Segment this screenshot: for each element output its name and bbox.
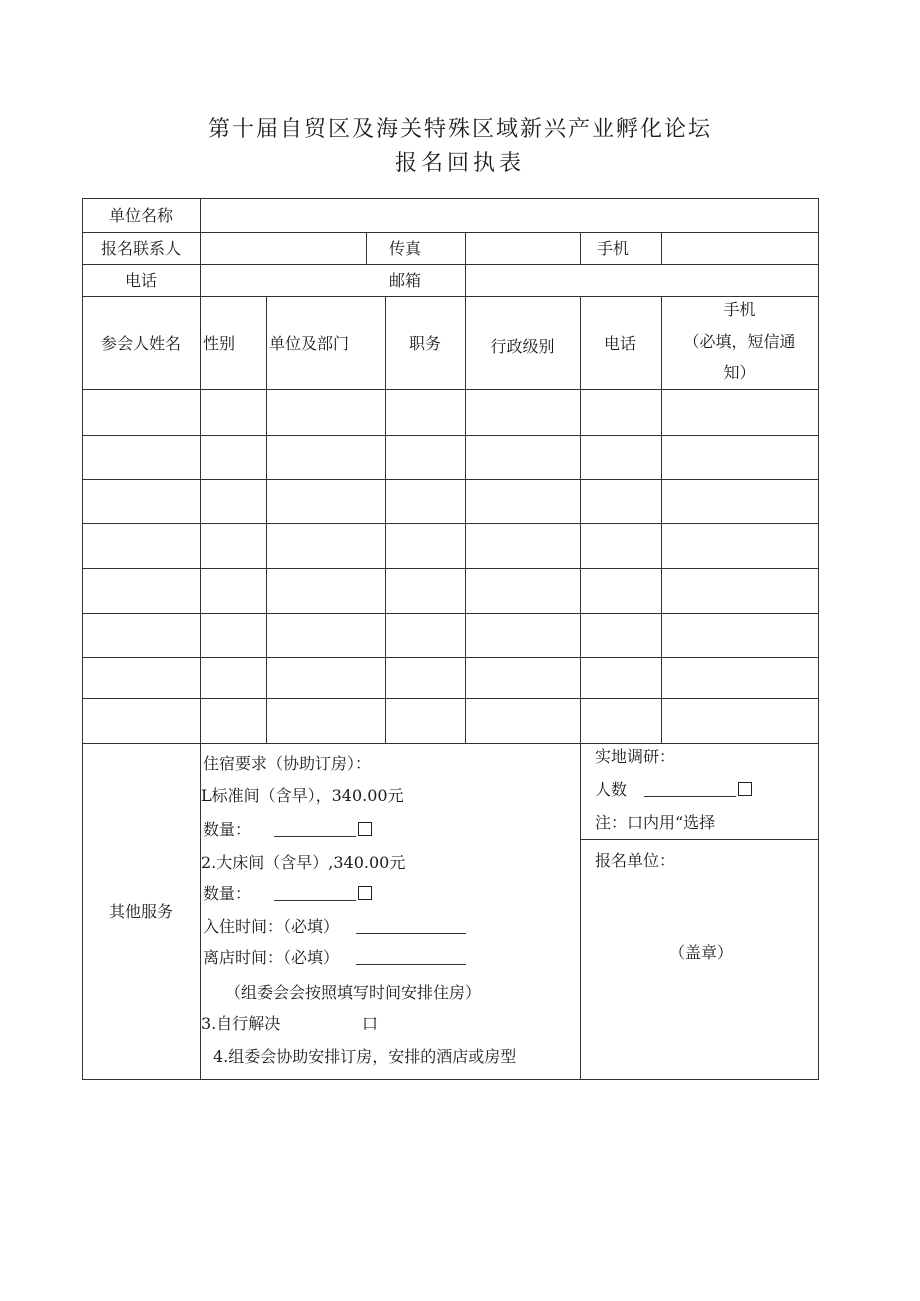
rule	[82, 743, 819, 744]
rule	[82, 657, 819, 658]
col-name-header: 参会人姓名	[100, 334, 181, 353]
site-visit-people-row	[595, 780, 752, 800]
rule	[82, 523, 819, 524]
rule	[82, 613, 819, 614]
registration-form	[82, 198, 819, 1080]
rule	[266, 296, 267, 743]
self-arrange-option: 3.自行解决	[201, 1014, 281, 1033]
col-gender-header: 性别	[203, 334, 236, 353]
phone-label: 电话	[124, 271, 157, 290]
rule	[82, 296, 819, 297]
mobile-label: 手机	[597, 239, 630, 258]
king-room-quantity	[203, 884, 372, 904]
col-mobile-header-1: 手机	[723, 300, 756, 319]
other-services-label: 其他服务	[108, 902, 173, 921]
quantity-label: 数量：	[203, 820, 252, 839]
king-room-checkbox[interactable]	[358, 886, 372, 900]
checkout-row	[203, 948, 466, 968]
king-room-quantity-blank[interactable]	[274, 886, 356, 901]
rule	[465, 232, 466, 743]
checkin-row	[203, 917, 466, 937]
people-count-blank[interactable]	[644, 782, 736, 797]
col-mobile-header-3: 知）	[723, 363, 756, 382]
rule	[82, 479, 819, 480]
checkout-blank[interactable]	[356, 950, 466, 965]
col-mobile-header-2: （必填，短信通	[683, 332, 796, 351]
standard-room-quantity-blank[interactable]	[274, 822, 356, 837]
rule	[82, 389, 819, 390]
col-dept-header: 单位及部门	[269, 334, 350, 353]
accommodation-title: 住宿要求（协助订房）：	[203, 754, 372, 773]
self-arrange-mark[interactable]: 口	[362, 1014, 379, 1033]
committee-arrange-option: 4.组委会协助安排订房，安排的酒店或房型	[213, 1047, 517, 1066]
rule	[580, 232, 581, 264]
form-title: 第十届自贸区及海关特殊区域新兴产业孵化论坛	[207, 117, 712, 142]
rule	[82, 198, 83, 1080]
rule	[82, 435, 819, 436]
rule	[580, 839, 819, 840]
col-position-header: 职务	[408, 334, 441, 353]
fax-label: 传真	[389, 239, 422, 258]
form-subtitle: 报名回执表	[394, 151, 525, 176]
rule	[82, 232, 819, 233]
rule	[580, 296, 581, 1080]
rule	[366, 232, 367, 264]
unit-name-label: 单位名称	[108, 206, 173, 225]
site-visit-note: 注：口内用“选择	[595, 813, 716, 832]
registration-unit-label: 报名单位：	[595, 851, 676, 870]
rule	[200, 198, 201, 1080]
standard-room-quantity	[203, 820, 372, 840]
rule	[82, 264, 819, 265]
arrange-note: （组委会会按照填写时间安排住房）	[225, 983, 482, 1002]
site-visit-title: 实地调研：	[595, 747, 676, 766]
rule	[661, 232, 662, 264]
col-phone-header: 电话	[603, 334, 636, 353]
stamp-label: （盖章）	[668, 943, 733, 962]
checkout-label: 离店时间：（必填）	[203, 948, 340, 967]
checkin-label: 入住时间：（必填）	[203, 917, 340, 936]
rule	[82, 698, 819, 699]
people-label: 人数	[595, 780, 628, 799]
rule	[818, 198, 819, 1080]
rule	[82, 1079, 819, 1080]
rule	[82, 568, 819, 569]
site-visit-checkbox[interactable]	[738, 782, 752, 796]
rule	[82, 198, 819, 199]
email-label: 邮箱	[389, 271, 422, 290]
quantity-label: 数量：	[203, 884, 252, 903]
king-room-option: 2.大床间（含早）,340.00元	[201, 853, 406, 872]
standard-room-option: L标准间（含早），340.00元	[201, 786, 404, 805]
col-level-header: 行政级别	[490, 337, 555, 356]
rule	[385, 296, 386, 743]
standard-room-checkbox[interactable]	[358, 822, 372, 836]
checkin-blank[interactable]	[356, 919, 466, 934]
contact-label: 报名联系人	[100, 239, 181, 258]
